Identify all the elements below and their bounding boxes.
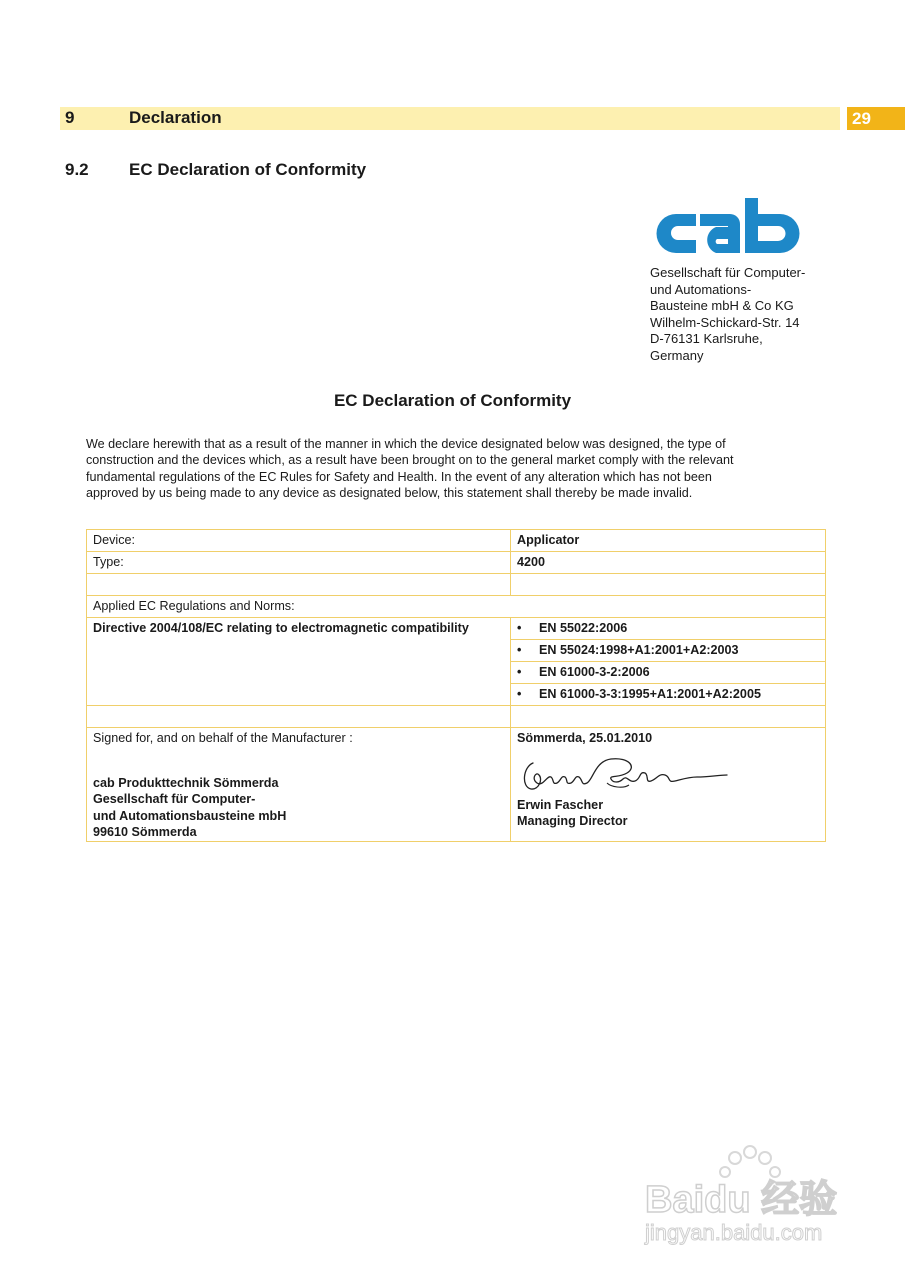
manufacturer-line: und Automationsbausteine mbH — [93, 808, 287, 823]
norm-text: EN 55024:1998+A1:2001+A2:2003 — [539, 643, 739, 657]
address-line: D-76131 Karlsruhe, — [650, 331, 763, 347]
declaration-table — [86, 529, 826, 842]
bullet: • — [517, 687, 522, 701]
norm-text: EN 61000-3-2:2006 — [539, 665, 650, 679]
address-line: Germany — [650, 347, 704, 363]
directive: Directive 2004/108/EC relating to electromagnetic compatibility — [87, 618, 511, 706]
manufacturer-line: cab Produkttechnik Sömmerda — [93, 776, 279, 790]
manufacturer-line: Gesellschaft für Computer- — [93, 792, 256, 807]
table-row — [87, 728, 826, 842]
bullet: • — [517, 621, 522, 635]
bullet: • — [517, 665, 522, 679]
empty-cell — [511, 706, 826, 728]
empty-cell — [87, 574, 511, 596]
norm-item — [511, 618, 826, 640]
intro-line: We declare herewith that as a result of the manner in which the device designated below was designed, the type of — [86, 437, 726, 451]
declaration-title: EC Declaration of Conformity — [333, 391, 572, 410]
table-row — [87, 574, 826, 596]
address-line: Gesellschaft für Computer- — [650, 265, 806, 280]
empty-cell — [87, 706, 511, 728]
place-date: Sömmerda, 25.01.2010 — [517, 731, 653, 745]
table-row — [87, 596, 826, 618]
company-address — [650, 265, 850, 365]
signer-name: Erwin Fascher — [517, 798, 604, 812]
handwritten-signature — [519, 753, 729, 797]
bullet: • — [517, 643, 522, 657]
signature-right-cell — [511, 728, 826, 842]
type-label: Type: — [87, 552, 511, 574]
type-value: 4200 — [511, 552, 826, 574]
signed-label: Signed for, and on behalf of the Manufacturer : — [93, 731, 353, 745]
section-title: EC Declaration of Conformity — [129, 160, 367, 179]
regulations-label: Applied EC Regulations and Norms: — [87, 596, 826, 618]
intro-line: construction and the devices which, as a result have been brought on to the general market comply with the relevant — [86, 453, 734, 468]
norm-text: EN 55022:2006 — [539, 621, 628, 635]
signer-title: Managing Director — [517, 814, 628, 829]
norm-item — [511, 640, 826, 662]
manufacturer-block — [93, 775, 504, 841]
norm-item — [511, 684, 826, 706]
table-row — [87, 530, 826, 552]
section-number: 9.2 — [65, 160, 89, 179]
address-line: Wilhelm-Schickard-Str. 14 — [650, 314, 800, 330]
address-line: Bausteine mbH & Co KG — [650, 298, 794, 314]
device-value: Applicator — [511, 530, 826, 552]
intro-line: approved by us being made to any device as designated below, this statement shall thereby be made invalid. — [86, 486, 693, 501]
norm-text: EN 61000-3-3:1995+A1:2001+A2:2005 — [539, 687, 761, 701]
intro-paragraph — [86, 436, 826, 502]
signature-left-cell — [87, 728, 511, 842]
intro-line: fundamental regulations of the EC Rules for Safety and Health. In the event of any alteration which has not been — [86, 469, 712, 484]
watermark-url: jingyan.baidu.com — [645, 1220, 823, 1245]
table-row — [87, 552, 826, 574]
address-line: und Automations- — [650, 281, 752, 297]
watermark-text: Baidu 经验 — [645, 1179, 838, 1221]
norm-item — [511, 662, 826, 684]
table-row — [87, 706, 826, 728]
baidu-watermark — [640, 1140, 860, 1250]
device-label: Device: — [87, 530, 511, 552]
chapter-number: 9 — [65, 108, 75, 127]
chapter-title: Declaration — [129, 108, 222, 127]
table-row — [87, 618, 826, 640]
cab-logo — [648, 196, 802, 258]
signer-block — [517, 797, 819, 830]
manufacturer-line: 99610 Sömmerda — [93, 825, 197, 840]
page-number-badge: 29 — [847, 107, 905, 130]
empty-cell — [511, 574, 826, 596]
